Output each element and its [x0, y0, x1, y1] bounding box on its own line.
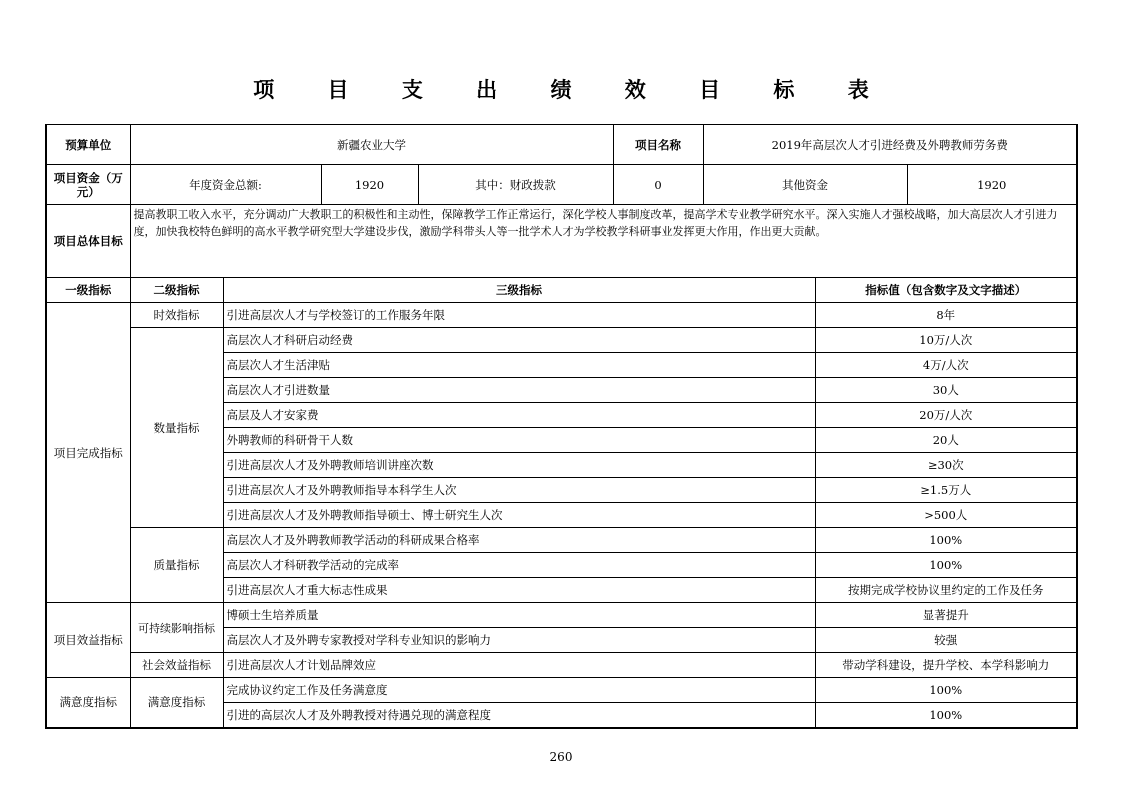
value-cell: 100%	[815, 678, 1077, 703]
value-cell: 20人	[815, 428, 1077, 453]
value-cell: 100%	[815, 703, 1077, 728]
goal-text: 提高教职工收入水平，充分调动广大教职工的积极性和主动性，保障教学工作正常运行，深化学校人事制度改革，提高学术专业教学研究水平。深入实施人才强校战略，加大高层次人才引进力度，加快我校特色鲜明的高水平教学研究型大学建设步伐，激励学科带头人等一批学术人才为学校教学科研事业发挥更大作用，作出更大贡献。	[130, 205, 1077, 278]
value-cell: 20万/人次	[815, 403, 1077, 428]
performance-table	[45, 124, 1078, 729]
group-completion: 项目完成指标	[46, 303, 130, 603]
group-social: 社会效益指标	[130, 653, 223, 678]
indicator-cell: 博硕士生培养质量	[223, 603, 815, 628]
fiscal-label: 其中：财政拨款	[418, 165, 613, 205]
indicator-cell: 高层次人才科研教学活动的完成率	[223, 553, 815, 578]
indicator-cell: 高层次人才科研启动经费	[223, 328, 815, 353]
group-benefit: 项目效益指标	[46, 603, 130, 678]
page-number: 260	[549, 750, 573, 764]
indicator-cell: 高层次人才引进数量	[223, 378, 815, 403]
group-satisfaction-level1: 满意度指标	[46, 678, 130, 728]
column-level1: 一级指标	[46, 278, 130, 303]
value-cell: >500人	[815, 503, 1077, 528]
funds-label: 项目资金（万元）	[46, 165, 130, 205]
value-cell: 显著提升	[815, 603, 1077, 628]
indicator-cell: 高层次人才及外聘教师教学活动的科研成果合格率	[223, 528, 815, 553]
budget-unit-label: 预算单位	[46, 125, 130, 165]
indicator-cell: 高层及人才安家费	[223, 403, 815, 428]
indicator-cell: 高层次人才生活津贴	[223, 353, 815, 378]
value-cell: 带动学科建设，提升学校、本学科影响力	[815, 653, 1077, 678]
indicator-cell: 引进高层次人才及外聘教师指导本科学生人次	[223, 478, 815, 503]
value-cell: 8年	[815, 303, 1077, 328]
value-cell: 按期完成学校协议里约定的工作及任务	[815, 578, 1077, 603]
value-cell: 较强	[815, 628, 1077, 653]
indicator-cell: 引进高层次人才计划品牌效应	[223, 653, 815, 678]
indicator-cell: 引进的高层次人才及外聘教授对待遇兑现的满意程度	[223, 703, 815, 728]
budget-unit-value: 新疆农业大学	[130, 125, 613, 165]
group-satisfaction-level2: 满意度指标	[130, 678, 223, 728]
value-cell: ≥30次	[815, 453, 1077, 478]
page-title: 项 目 支 出 绩 效 目 标 表	[253, 78, 892, 102]
indicator-cell: 引进高层次人才重大标志性成果	[223, 578, 815, 603]
column-level3: 三级指标	[223, 278, 815, 303]
project-name-label: 项目名称	[613, 125, 703, 165]
fiscal-value: 0	[613, 165, 703, 205]
value-cell: 100%	[815, 528, 1077, 553]
goal-label: 项目总体目标	[46, 205, 130, 278]
indicator-cell: 外聘教师的科研骨干人数	[223, 428, 815, 453]
indicator-cell: 引进高层次人才及外聘教师培训讲座次数	[223, 453, 815, 478]
indicator-cell: 引进高层次人才与学校签订的工作服务年限	[223, 303, 815, 328]
column-value: 指标值（包含数字及文字描述）	[815, 278, 1077, 303]
indicator-cell: 引进高层次人才及外聘教师指导硕士、博士研究生人次	[223, 503, 815, 528]
project-name-value: 2019年高层次人才引进经费及外聘教师劳务费	[703, 125, 1077, 165]
group-quantity: 数量指标	[130, 328, 223, 528]
value-cell: ≥1.5万人	[815, 478, 1077, 503]
column-level2: 二级指标	[130, 278, 223, 303]
annual-total-value: 1920	[321, 165, 418, 205]
group-timeliness: 时效指标	[130, 303, 223, 328]
value-cell: 100%	[815, 553, 1077, 578]
other-funds-value: 1920	[907, 165, 1077, 205]
group-sustainable: 可持续影响指标	[130, 603, 223, 653]
indicator-cell: 高层次人才及外聘专家教授对学科专业知识的影响力	[223, 628, 815, 653]
other-funds-label: 其他资金	[703, 165, 907, 205]
value-cell: 10万/人次	[815, 328, 1077, 353]
value-cell: 30人	[815, 378, 1077, 403]
value-cell: 4万/人次	[815, 353, 1077, 378]
indicator-cell: 完成协议约定工作及任务满意度	[223, 678, 815, 703]
group-quality: 质量指标	[130, 528, 223, 603]
annual-total-label: 年度资金总额:	[130, 165, 321, 205]
